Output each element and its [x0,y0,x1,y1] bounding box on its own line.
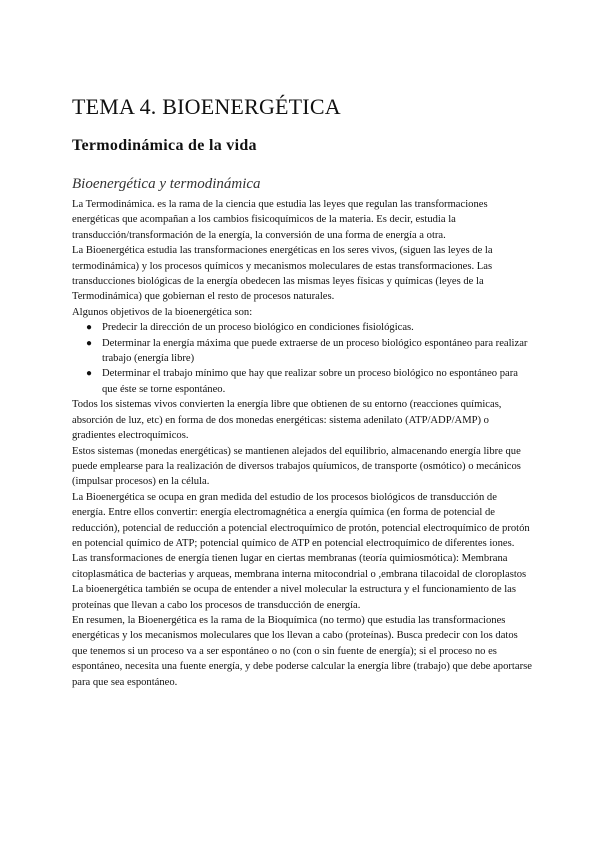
paragraph: La Termodinámica. es la rama de la ciencia que estudia las leyes que regulan las transformaciones energéticas que acompañan a los cambios fisicoquímicos de la materia. Es decir, estudia la transducción/transformación de la energía, la conversión de una forma de energía a otra. [72,199,488,241]
bullet-icon: ● [86,368,93,380]
paragraph: En resumen, la Bioenergética es la rama de la Bioquímica (no termo) que estudia las transformaciones energéticas y los mecanismos moleculares que los llevan a cabo (proteínas). Busca predecir con los datos que tenemos si un proceso va a ser espontáneo o no (con o sin fuente de energía); si el proceso no es espontáneo, necesita una fuente energía, y debe poderse calcular la energía libre (trabajo) que debe aportarse para que sea espontáneo. [72,614,532,688]
bullet-icon: ● [86,322,93,334]
list-item [86,320,532,335]
document-body [72,197,532,690]
list-item-text: Predecir la dirección de un proceso biológico en condiciones fisiológicas. [102,322,414,334]
paragraph: La bioenergética también se ocupa de entender a nivel molecular la estructura y el funcionamiento de las proteínas que llevan a cabo los procesos de transducción de energía. [72,584,516,611]
paragraph: La Bioenergética estudia las transformaciones energéticas en los seres vivos, (siguen las leyes de la termodinámica) y los procesos químicos y mecanismos moleculares de estas transformaciones. Las transducciones biológicas de la energía obedecen las mismas leyes físicas y químicas (leyes de la Termodinámica) que gobiernan el resto de procesos naturales. [72,245,493,303]
subsection-title: Bioenergética y termodinámica [72,176,261,192]
list-item-text: Determinar el trabajo mínimo que hay que realizar sobre un proceso biológico no espontáneo para que éste se torne espontáneo. [102,368,518,395]
paragraph: La Bioenergética se ocupa en gran medida del estudio de los procesos biológicos de transducción de energía. Entre ellos convertir: energía electromagnética a energía química (en forma de potencial de reducción), potencial de reducción a potencial electroquímico de protón, potencial electroquímico de protón en potencial químico de ATP; potencial químico de ATP en potencial electroquímico de diferentes iones. [72,491,530,549]
list-item-text: Determinar la energía máxima que puede extraerse de un proceso biológico espontáneo para realizar trabajo (energía libre) [102,337,528,365]
document-title: TEMA 4. BIOENERGÉTICA [72,94,341,119]
paragraph: Estos sistemas (monedas energéticas) se mantienen alejados del equilibrio, almacenando energía libre que puede emplearse para la realización de diversos trabajos quíumicos, de transporte (osmótico) o mecánicos (impulsar procesos) en la célula. [72,445,521,488]
paragraph: Algunos objetivos de la bioenergética son: [72,306,253,318]
list-item [86,366,532,397]
bullet-icon: ● [86,337,93,349]
paragraph: Todos los sistemas vivos convierten la energía libre que obtienen de su entorno (reacciones químicas, absorción de luz, etc) en forma de dos monedas energéticas: sistema adenilato (ATP/ADP/AMP) o gradientes electroquímicos. [72,399,502,442]
section-title: Termodinámica de la vida [72,137,257,154]
objectives-list [72,320,532,397]
list-item [86,336,532,367]
paragraph: Las transformaciones de energía tienen lugar en ciertas membranas (teoría quimiosmótica): Membrana citoplasmática de bacterias y arqueas, membrana interna mitocondrial o ,embrana tilacoidal de cloroplastos [72,553,527,580]
